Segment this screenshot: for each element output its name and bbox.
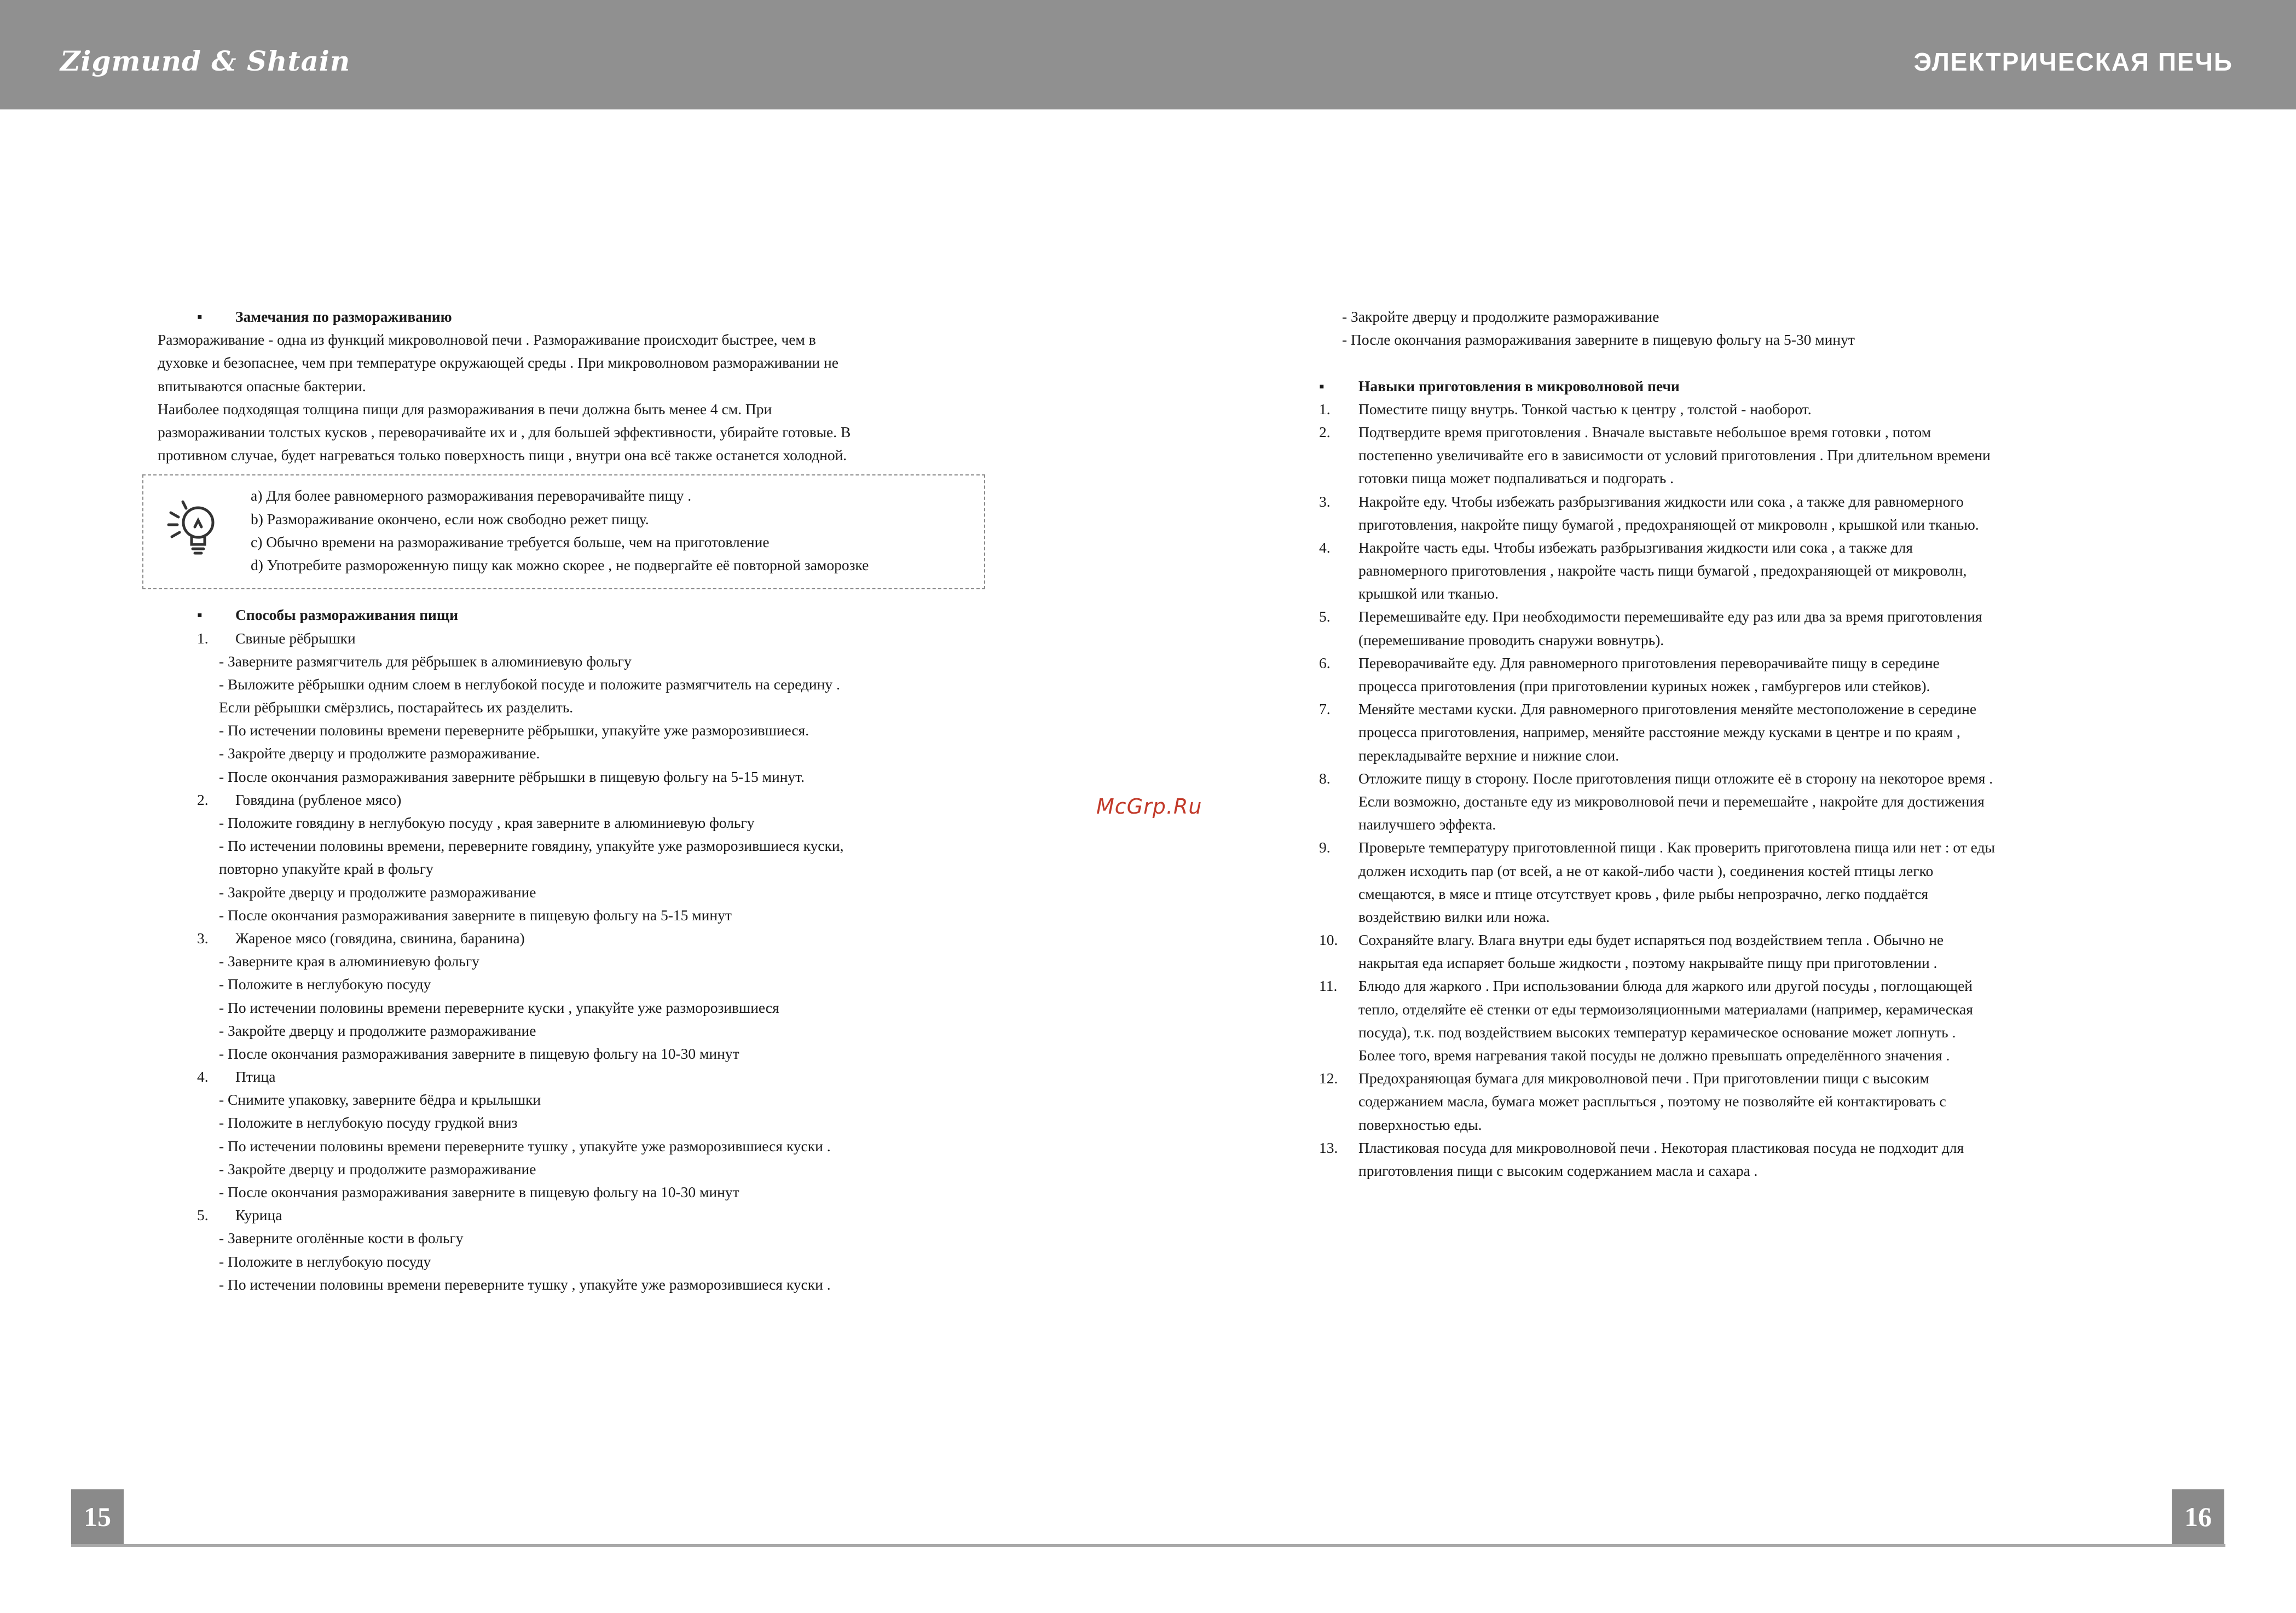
page-header [0,0,2296,109]
page-number-right: 16 [2172,1489,2224,1544]
page-number-left: 15 [71,1489,124,1544]
left-column [158,305,1000,1296]
tip-item: c) Обычно времени на размораживание требуется больше, чем на приготовление [251,533,770,550]
product-title: ЭЛЕКТРИЧЕСКАЯ ПЕЧЬ [1913,48,2233,76]
notes-heading: ▪ Замечания по размораживанию [197,308,452,325]
tips-box [142,474,985,589]
skill-6: 6. Переворачивайте еду. Для равномерного приготовления переворачивайте пищу в середине процесса приготовления (при приготовлении куриных ножек , гамбургеров или стейков). [1319,654,1940,694]
skill-4: 4. Накройте часть еды. Чтобы избежать разбрызгивания жидкости или сока , а также для равномерного приготовления , накройте часть пищи бумагой , предохраняющей от микроволн, крышкой или тканью. [1319,538,1967,602]
skill-12: 12. Предохраняющая бумага для микроволновой печи . При приготовлении пищи с высоким содержанием масла, бумага может расплыться , поэтому не позволяйте ей контактировать с поверхностью еды. [1319,1070,1946,1133]
skill-5: 5. Перемешивайте еду. При необходимости перемешивайте еду раз или два за время приготовления (перемешивание проводить снаружи вовнутрь). [1319,608,1982,648]
skill-7: 7. Меняйте местами куски. Для равномерного приготовления меняйте местоположение в середине процесса приготовления, например, меняйте расстояние между кусками в центре и по краям , перекладывайте верхние и нижние слои. [1319,700,1977,764]
methods-heading: ▪ Способы размораживания пищи [197,606,458,624]
footer-rule [71,1544,2225,1547]
tip-item: a) Для более равномерного размораживания переворачивайте пищу . [251,487,692,504]
right-column: - Закройте дверцу и продолжите размораживание - После окончания размораживания заверните в пищевую фольгу на 5-30 минут ▪ Навыки приготовления в микроволновой печи 1. Поместите пищу внутрь. Тонкой частью к центру , толстой - наоборот. 2. Подтвердите время приготовления . Вначале выставьте небольшое время готовки , потом постепенно увеличивайте его в зависимости от условий приготовления . При длительном времени готовки пища может подпаливаться и подгорать . 3. Накройте еду. Чтобы избежать разбрызгивания жидкости или сока , а также для равномерного приготовления, накройте пищу бумагой , предохраняющей от микроволн , крышкой или тканью. 4. Накройте часть еды. Чтобы избежать разбрызгивания жидкости или сока , а также для равномерного приготовления , накройте часть пищи бумагой , предохраняющей от микроволн, крышкой или тканью. 5. Перемешивайте еду. При необходимости перемешивайте еду раз или два за время приготовления (перемешивание проводить снаружи вовнутрь). 6. Переворачивайте еду. Для равномерного приготовления переворачивайте пищу в середине процесса приготовления (при приготовлении куриных ножек , гамбургеров или стейков). 7. Меняйте местами куски. Для равномерного приготовления меняйте местоположение в середине процесса приготовления, например, меняйте расстояние между кусками в центре и по краям , перекладывайте верхние и нижние слои. 8. Отложите пищу в сторону. После приготовления пищи отложите её в сторону на некоторое время . Если возможно, достаньте еду из микроволновой печи и перемешайте , накройте для достижения наилучшего эффекта. 9. Проверьте температуру приготовленной пищи . Как проверить приготовлена пища или нет : от еды должен исходить пар (от всей, а не от какой-либо части ), соединения костей птицы легко смещаются, в мясе и птице отсутствует кровь , филе рыбы непрозрачно, легко поддаётся воздействию вилки или ножа. 10. Сохраняйте влагу. Влага внутри еды будет испаряться под воздействием тепла . Обычно не накрытая еда испаряет больше жидкости , поэтому накрывайте пищу при приготовлении . 11. Блюдо для жаркого . При использовании блюда для жаркого или другой посуды , поглощающей тепло, отделяйте её стенки от еды термоизоляционными материалами (например, керамическая посуда), т.к. под воздействием высоких температур керамическое основание может лопнуть . Более того, время нагревания такой посуды не должно превышать определённого значения . 12. Предохраняющая бумага для микроволновой печи . При приготовлении пищи с высоким содержанием масла, бумага может расплыться , поэтому не позволяйте ей контактировать с поверхностью еды. 13. Пластиковая посуда для микроволновой печи . Некоторая пластиковая посуда не подходит для приготовления пищи с высоким содержанием масла и сахара . [1319,305,1995,1182]
skills-heading: ▪ Навыки приготовления в микроволновой печи [1319,377,1680,394]
skill-8: 8. Отложите пищу в сторону. После приготовления пищи отложите её в сторону на некоторое время . Если возможно, достаньте еду из микроволновой печи и перемешайте , накройте для достижения наилучшего эффекта. [1319,769,1993,833]
skill-9: 9. Проверьте температуру приготовленной пищи . Как проверить приготовлена пища или нет : от еды должен исходить пар (от всей, а не от какой-либо части ), соединения костей птицы легко смещаются, в мясе и птице отсутствует кровь , филе рыбы непрозрачно, легко поддаётся воздействию вилки или ножа. [1319,839,1995,925]
skill-2: 2. Подтвердите время приготовления . Вначале выставьте небольшое время готовки , потом постепенно увеличивайте его в зависимости от условий приготовления . При длительном времени готовки пища может подпаливаться и подгорать . [1319,423,1991,487]
watermark: McGrp.Ru [1096,794,1202,819]
method-3: 3. Жареное мясо (говядина, свинина, баранина) - Заверните края в алюминиевую фольгу - Положите в неглубокую посуду - По истечении половины времени переверните куски , упакуйте уже разморозившиеся - Закройте дверцу и продолжите размораживание - После окончания размораживания заверните в пищевую фольгу на 10-30 минут [197,929,779,1062]
skill-13: 13. Пластиковая посуда для микроволновой печи . Некоторая пластиковая посуда не подходит для приготовления пищи с высоким содержанием масла и сахара . [1319,1139,1964,1179]
tips-list [251,484,869,577]
method-4: 4. Птица - Снимите упаковку, заверните бёдра и крылышки - Положите в неглубокую посуду грудкой вниз - По истечении половины времени переверните тушку , упакуйте уже разморозившиеся куски . - Закройте дверцу и продолжите размораживание - После окончания размораживания заверните в пищевую фольгу на 10-30 минут [197,1068,831,1200]
method-5: 5. Курица - Заверните оголённые кости в фольгу - Положите в неглубокую посуду - По истечении половины времени переверните тушку , упакуйте уже разморозившиеся куски . [197,1206,831,1293]
tip-item: b) Размораживание окончено, если нож свободно режет пищу. [251,510,649,527]
method-2: 2. Говядина (рубленое мясо) - Положите говядину в неглубокую посуду , края заверните в алюминиевую фольгу - По истечении половины времени, переверните говядину, упакуйте уже разморозившиеся куски, повторно упакуйте край в фольгу - Закройте дверцу и продолжите размораживание - После окончания размораживания заверните в пищевую фольгу на 5-15 минут [197,791,844,924]
tip-item: d) Употребите размороженную пищу как можно скорее , не подвергайте её повторной заморозке [251,556,869,573]
method-1: 1. Свиные рёбрышки - Заверните размягчитель для рёбрышек в алюминиевую фольгу - Выложите рёбрышки одним слоем в неглубокой посуде и положите размягчитель на середину . Если рёбрышки смёрзлись, постарайтесь их разделить. - По истечении половины времени переверните рёбрышки, упакуйте уже разморозившиеся. - Закройте дверцу и продолжите размораживание. - После окончания размораживания заверните рёбрышки в пищевую фольгу на 5-15 минут. [197,629,840,785]
skill-3: 3. Накройте еду. Чтобы избежать разбрызгивания жидкости или сока , а также для равномерного приготовления, накройте пищу бумагой , предохраняющей от микроволн , крышкой или тканью. [1319,492,1979,533]
skill-1: 1. Поместите пищу внутрь. Тонкой частью к центру , толстой - наоборот. [1319,400,1812,417]
skill-10: 10. Сохраняйте влагу. Влага внутри еды будет испаряться под воздействием тепла . Обычно не накрытая еда испаряет больше жидкости , поэтому накрывайте пищу при приготовлении . [1319,931,1944,972]
lightbulb-icon [166,496,221,562]
skill-11: 11. Блюдо для жаркого . При использовании блюда для жаркого или другой посуды , поглощающей тепло, отделяйте её стенки от еды термоизоляционными материалами (например, керамическая посуда), т.к. под воздействием высоких температур керамическое основание может лопнуть . Более того, время нагревания такой посуды не должно превышать определённого значения . [1319,977,1973,1064]
notes-text: Размораживание - одна из функций микроволновой печи . Размораживание происходит быстрее, чем в духовке и безопаснее, чем при температуре окружающей среды . При микроволновом размораживании не впитываются опасные бактерии. Наиболее подходящая толщина пищи для размораживания в печи должна быть менее 4 см. При размораживании толстых кусков , переворачивайте их и , для большей эффективности, убирайте готовые. В противном случае, будет нагреваться только поверхность пищи , внутри она всё также останется холодной. [158,331,851,464]
brand-logo: Zigmund & Shtain [60,45,351,77]
